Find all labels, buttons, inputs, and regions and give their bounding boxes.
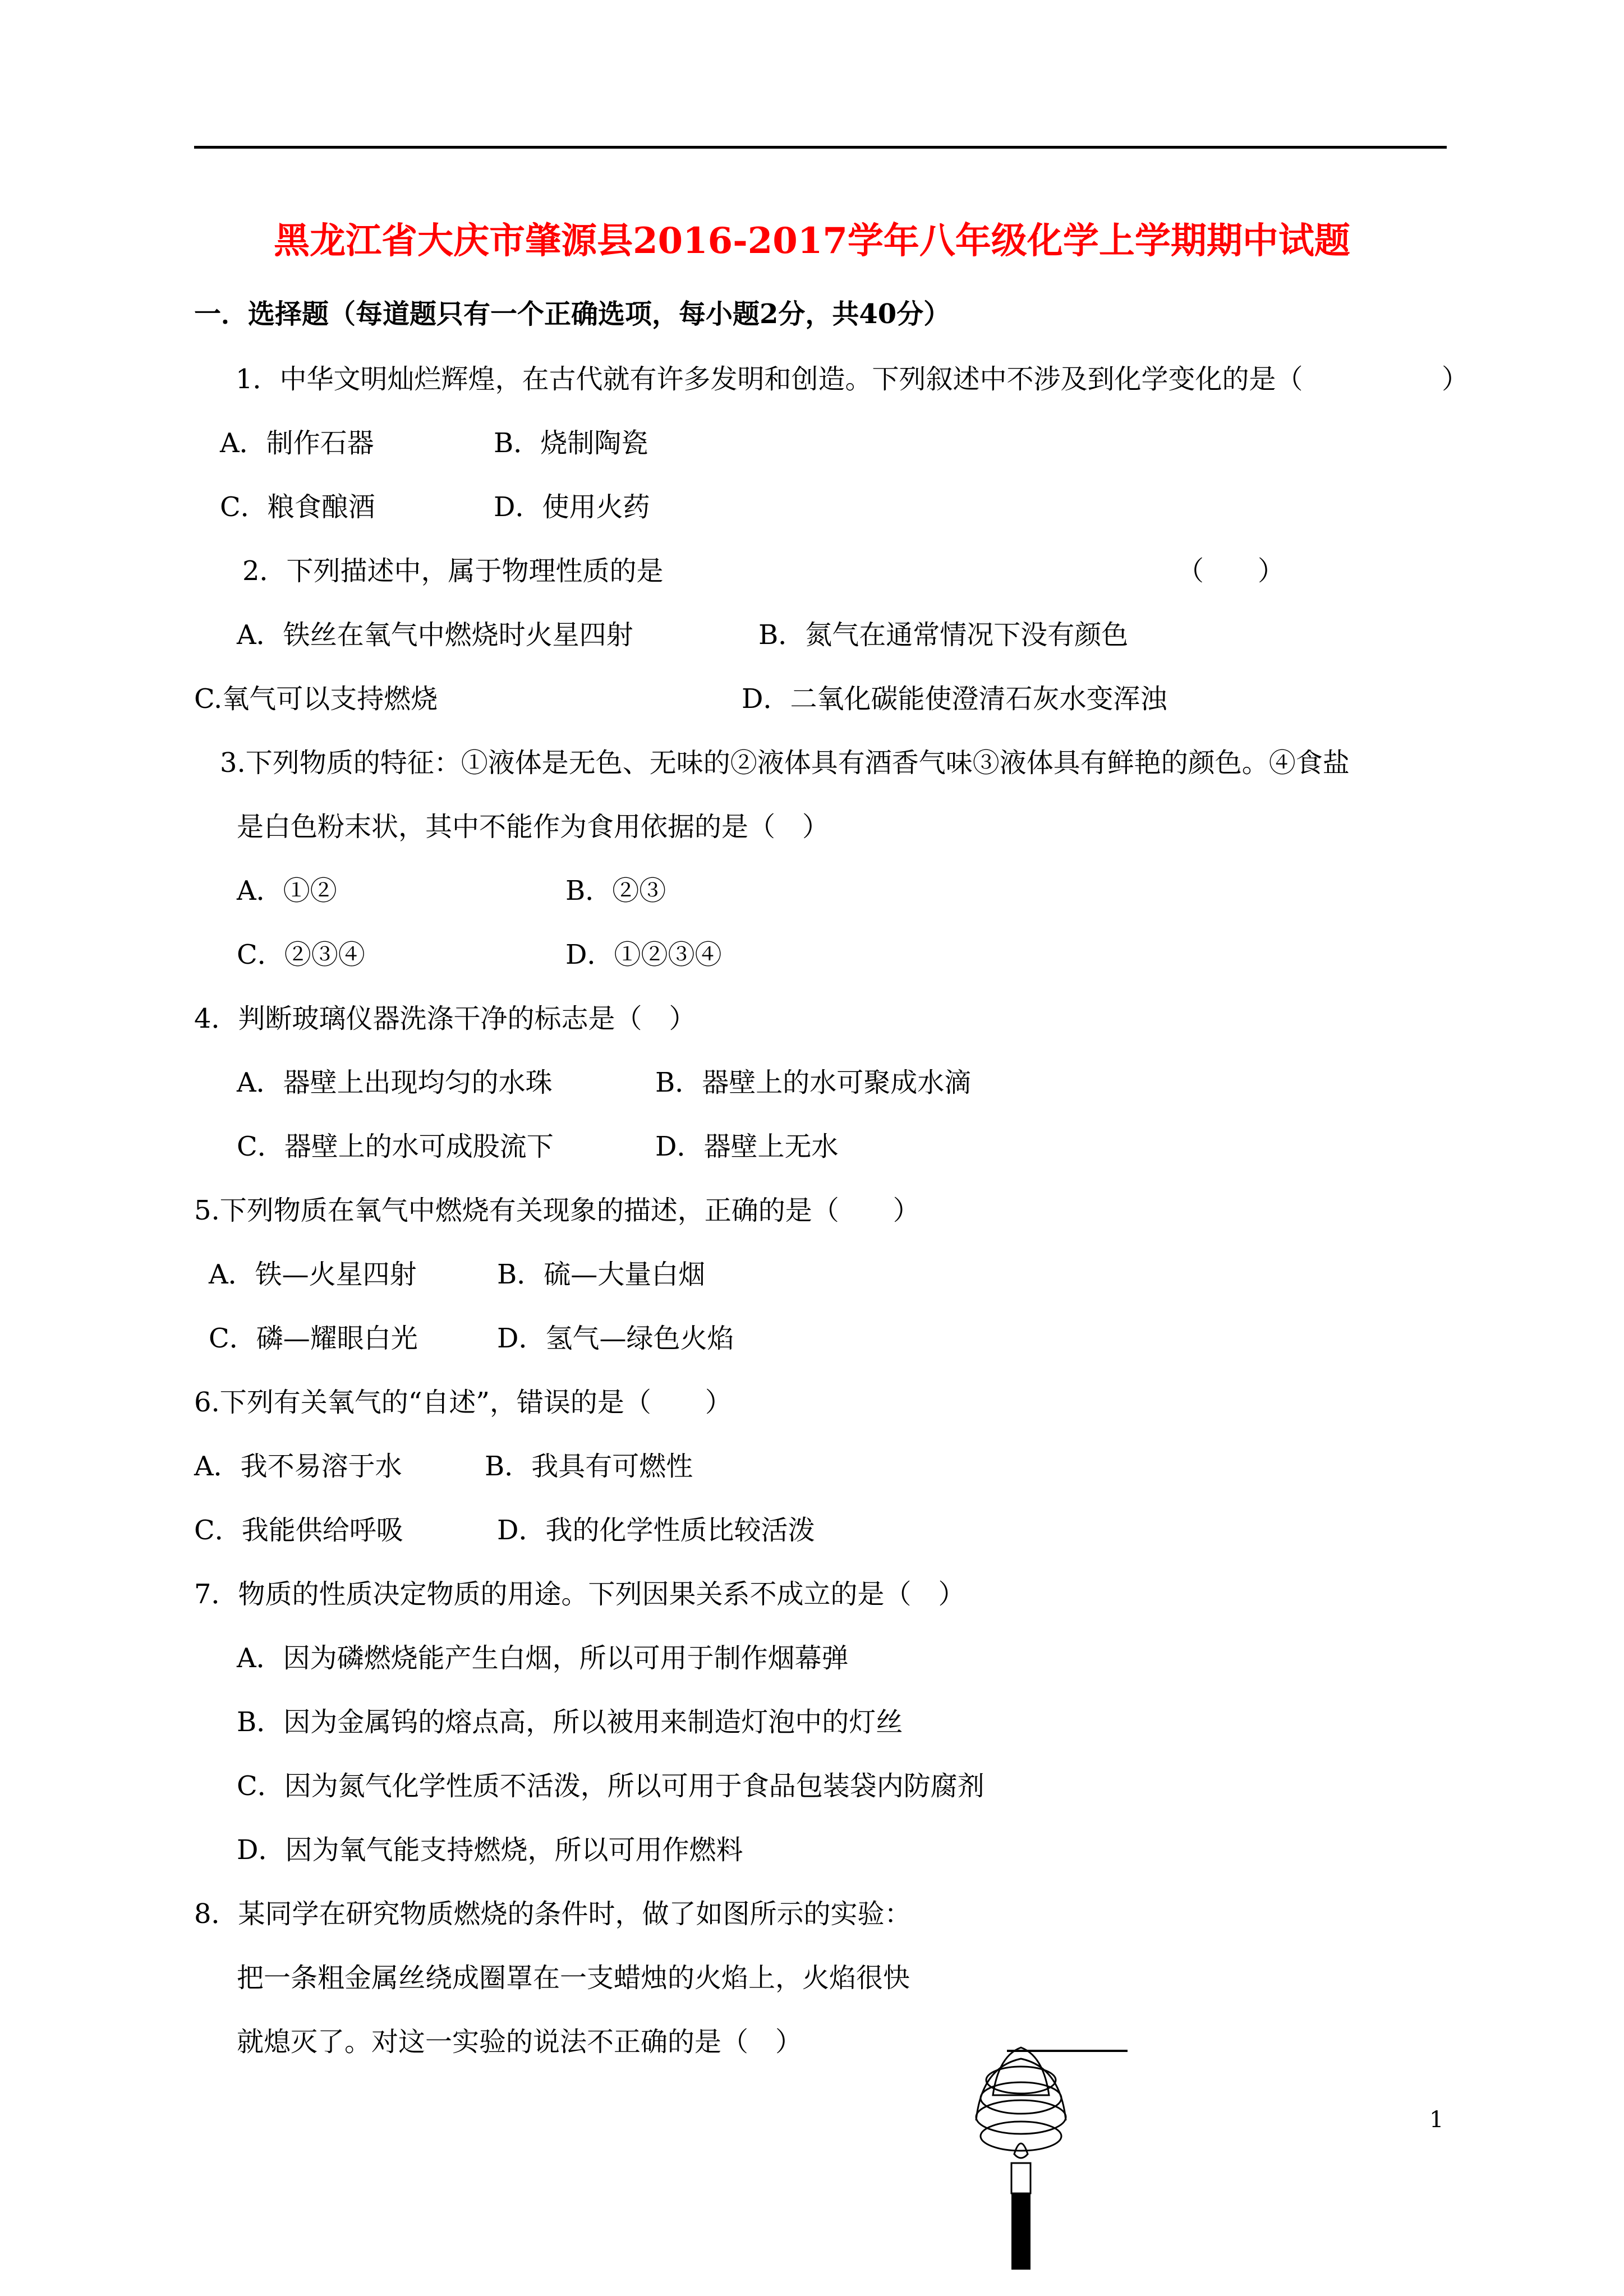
q6-stem: 6.下列有关氧气的“自述”，错误的是（ ） [194,1387,732,1418]
q1-option-b: B．烧制陶瓷 [494,427,648,459]
q2-option-c: C.氧气可以支持燃烧 [194,683,438,715]
q4-option-a: A．器壁上出现均匀的水珠 [237,1067,553,1098]
q2-option-a: A．铁丝在氧气中燃烧时火星四射 [237,619,633,651]
q1-stem: 1．中华文明灿烂辉煌，在古代就有许多发明和创造。下列叙述中不涉及到化学变化的是（ [236,364,1303,395]
q2-paren: （ ） [1177,555,1285,587]
q2-stem: 2．下列描述中，属于物理性质的是 [242,555,664,587]
q7-option-a: A．因为磷燃烧能产生白烟，所以可用于制作烟幕弹 [237,1642,849,1674]
q6-option-c: C．我能供给呼吸 [194,1515,403,1546]
page-title: 黑龙江省大庆市肇源县2016-2017学年八年级化学上学期期中试题 [274,220,1350,262]
page-number: 1 [1429,2107,1444,2133]
q4-option-d: D．器壁上无水 [655,1131,839,1162]
q7-option-b: B．因为金属钨的熔点高，所以被用来制造灯泡中的灯丝 [237,1706,903,1738]
q1-option-c: C．粮食酿酒 [220,491,375,523]
q5-option-a: A．铁—火星四射 [209,1259,417,1290]
q8-stem-line3: 就熄灭了。对这一实验的说法不正确的是（ ） [237,2026,803,2058]
q2-option-d: D．二氧化碳能使澄清石灰水变浑浊 [742,683,1167,715]
q1-option-a: A．制作石器 [220,427,374,459]
q3-option-d: D．①②③④ [565,939,722,970]
q6-option-a: A．我不易溶于水 [194,1451,402,1482]
q5-option-c: C．磷—耀眼白光 [209,1323,418,1354]
q1-paren-close: ） [1442,364,1469,395]
q3-option-b: B．②③ [565,875,666,907]
q6-option-b: B．我具有可燃性 [485,1451,693,1482]
q3-stem-line1: 3.下列物质的特征：①液体是无色、无味的②液体具有酒香气味③液体具有鲜艳的颜色。④食盐 [220,747,1350,779]
q4-option-b: B．器壁上的水可聚成水滴 [655,1067,972,1098]
q7-option-d: D．因为氧气能支持燃烧，所以可用作燃料 [237,1834,743,1866]
q2-option-b: B．氮气在通常情况下没有颜色 [758,619,1129,651]
q7-option-c: C．因为氮气化学性质不活泼，所以可用于食品包装袋内防腐剂 [237,1770,984,1802]
q3-option-c: C．②③④ [237,939,365,970]
q5-option-d: D．氢气—绿色火焰 [497,1323,734,1354]
q8-stem-line2: 把一条粗金属丝绕成圈罩在一支蜡烛的火焰上，火焰很快 [237,1962,910,1994]
header-rule [194,146,1447,149]
q8-stem-line1: 8．某同学在研究物质燃烧的条件时，做了如图所示的实验： [194,1898,912,1930]
candle-coil-figure [942,2025,1133,2272]
section-heading: 一．选择题（每道题只有一个正确选项，每小题2分，共40分） [194,298,951,330]
q6-option-d: D．我的化学性质比较活泼 [497,1515,815,1546]
q4-stem: 4．判断玻璃仪器洗涤干净的标志是（ ） [194,1003,696,1034]
q3-option-a: A．①② [237,875,337,907]
q4-option-c: C．器壁上的水可成股流下 [237,1131,554,1162]
q7-stem: 7．物质的性质决定物质的用途。下列因果关系不成立的是（ ） [194,1579,965,1610]
q5-option-b: B．硫—大量白烟 [497,1259,706,1290]
q1-option-d: D．使用火药 [494,491,650,523]
q5-stem: 5.下列物质在氧气中燃烧有关现象的描述，正确的是（ ） [194,1195,920,1226]
q3-stem-line2: 是白色粉末状，其中不能作为食用依据的是（ ） [237,811,830,843]
